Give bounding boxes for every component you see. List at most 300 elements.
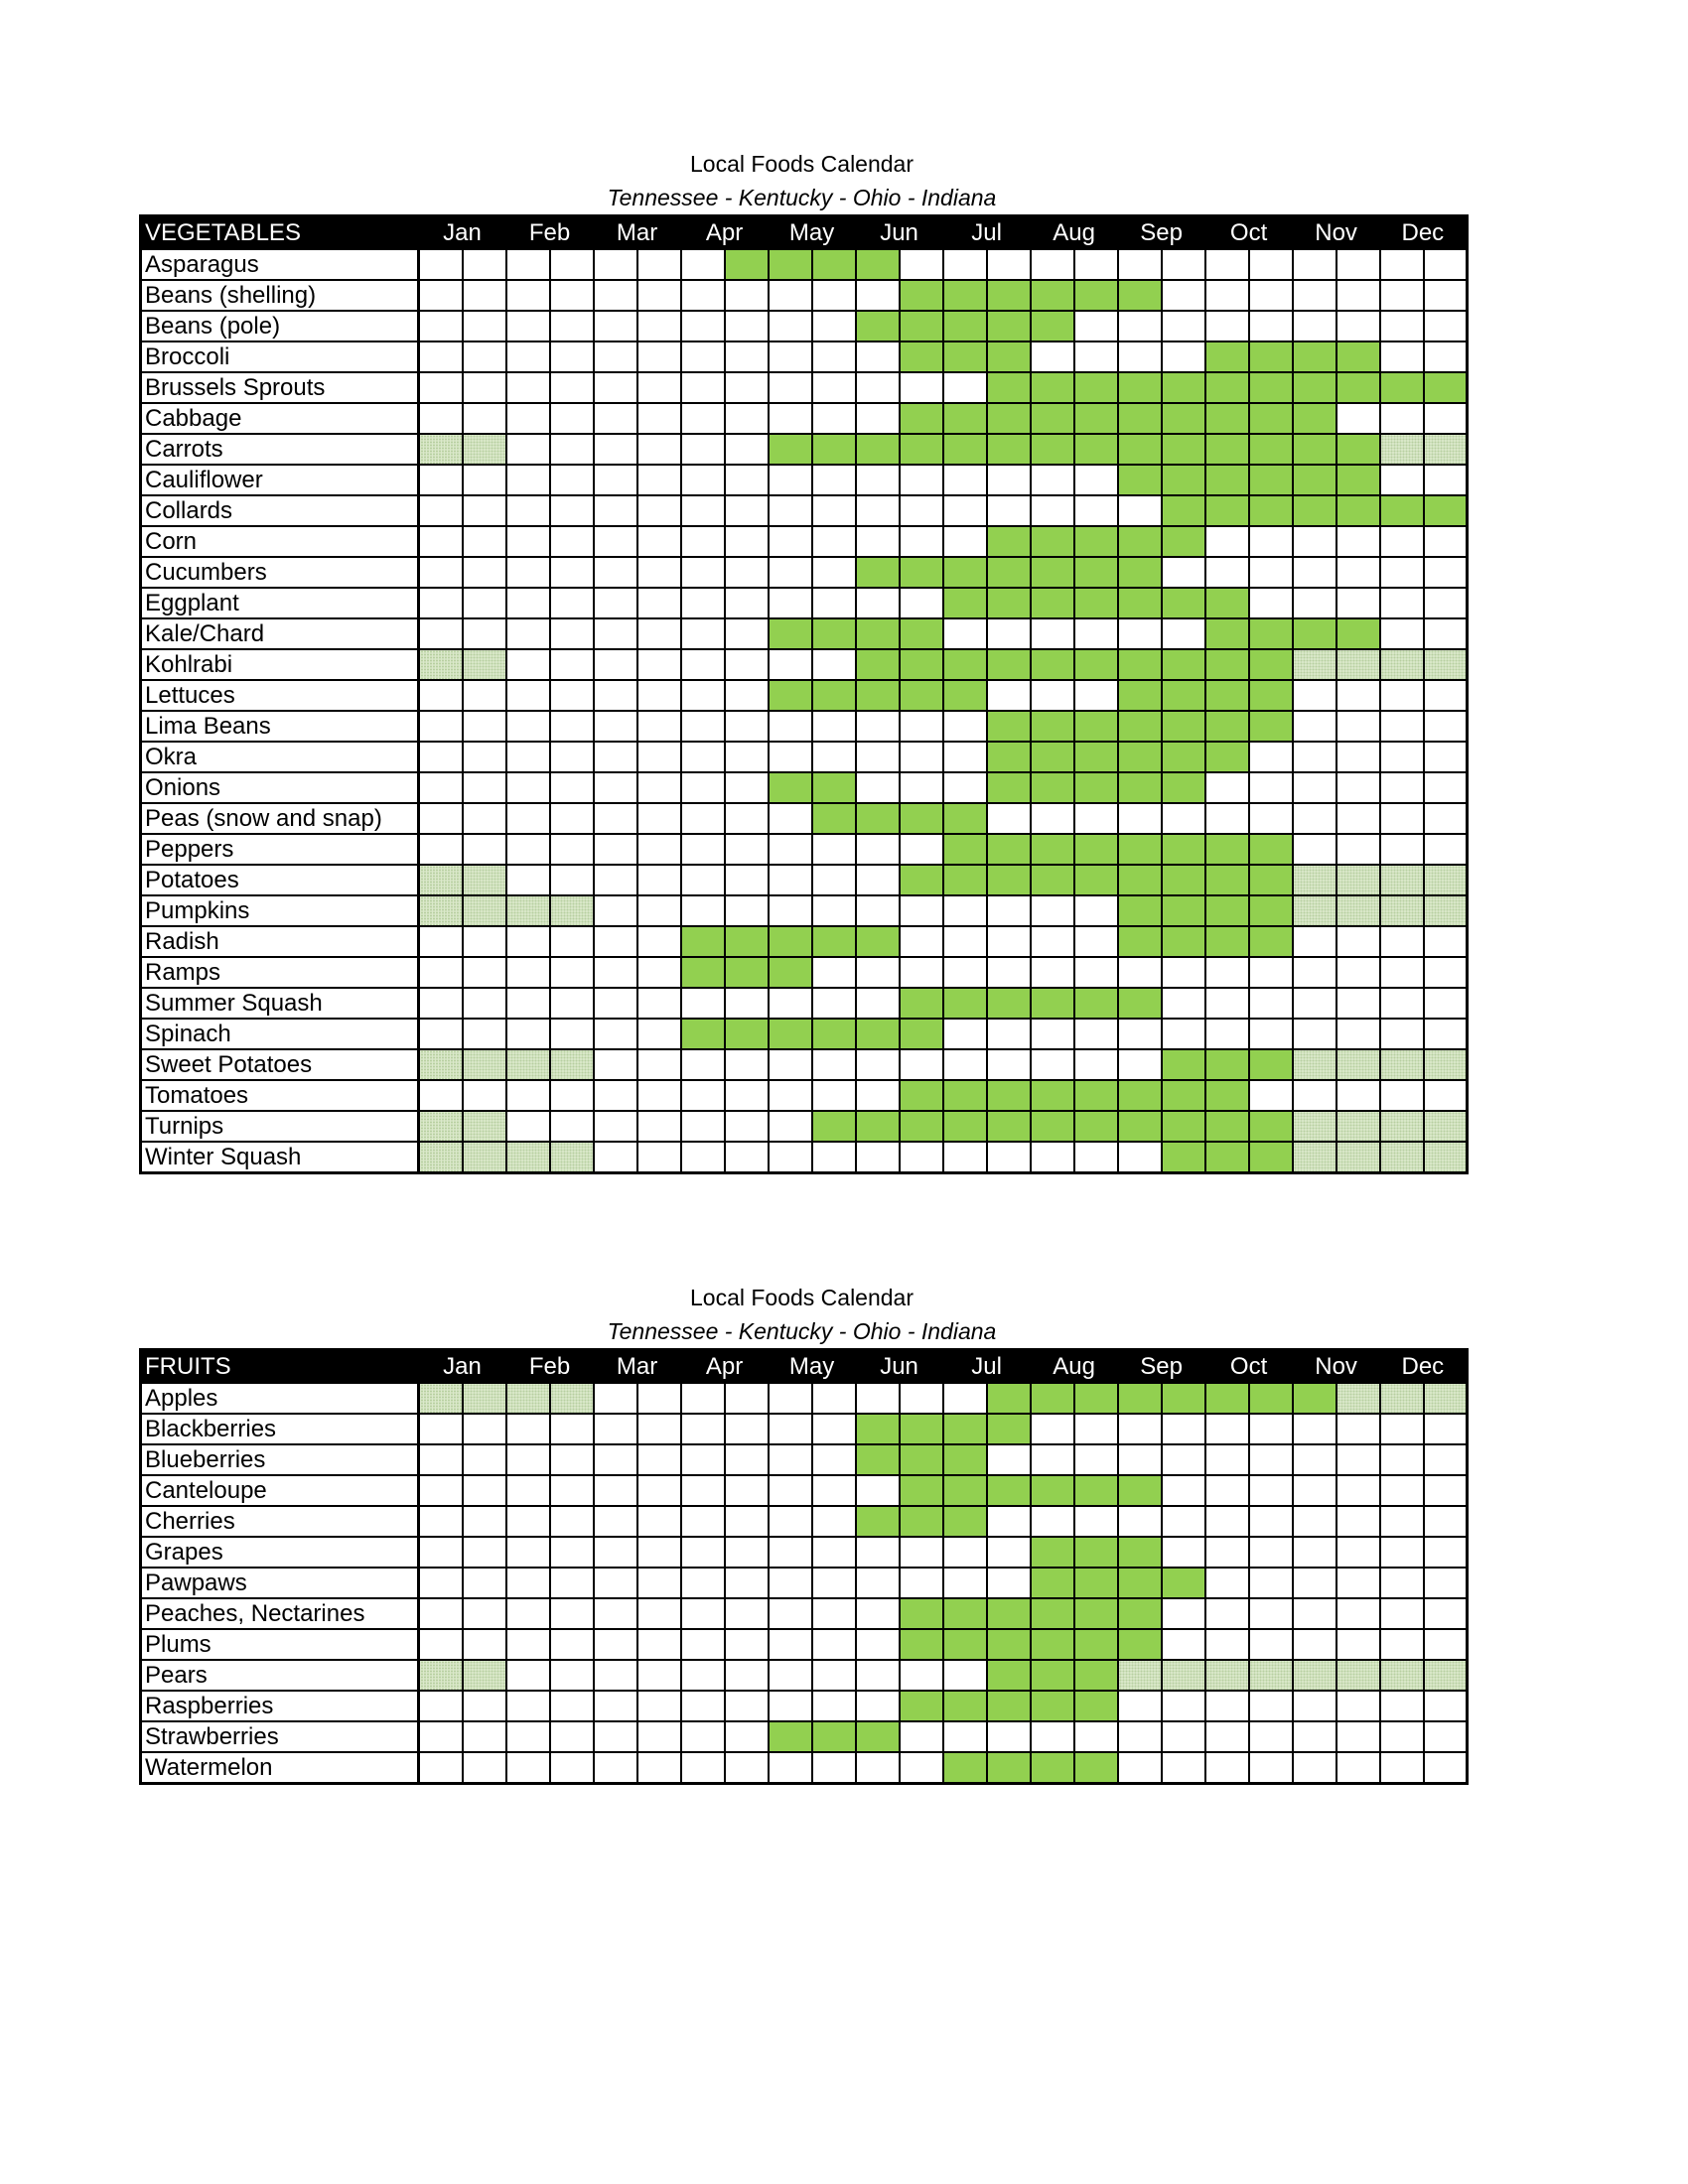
season-cell-empty [1118, 618, 1162, 649]
season-cell-in-season [812, 926, 856, 957]
season-cell-empty [900, 526, 943, 557]
season-cell-storage [1380, 434, 1424, 465]
season-cell-storage [1424, 865, 1468, 895]
season-cell-empty [1118, 495, 1162, 526]
season-cell-storage [1336, 895, 1380, 926]
season-cell-empty [1336, 803, 1380, 834]
season-cell-empty [856, 1475, 900, 1506]
season-cell-empty [856, 341, 900, 372]
season-cell-in-season [1205, 680, 1249, 711]
season-cell-empty [1162, 1444, 1205, 1475]
season-cell-empty [856, 1660, 900, 1691]
season-cell-empty [463, 1568, 506, 1598]
season-cell-empty [419, 926, 463, 957]
season-cell-empty [812, 1568, 856, 1598]
season-cell-in-season [1205, 1142, 1249, 1173]
item-name: Kohlrabi [141, 649, 419, 680]
season-cell-empty [1293, 680, 1336, 711]
season-cell-empty [419, 1475, 463, 1506]
season-cell-in-season [681, 1019, 725, 1049]
season-cell-empty [463, 1691, 506, 1721]
season-cell-empty [681, 1752, 725, 1784]
season-cell-empty [419, 680, 463, 711]
season-cell-empty [1424, 926, 1468, 957]
season-cell-empty [1380, 1568, 1424, 1598]
season-cell-empty [1249, 1019, 1293, 1049]
season-cell-empty [1249, 772, 1293, 803]
season-cell-in-season [856, 1721, 900, 1752]
month-header-sep: Sep [1118, 216, 1205, 250]
season-cell-in-season [812, 249, 856, 280]
season-cell-in-season [943, 1111, 987, 1142]
calendar-subtitle: Tennessee - Kentucky - Ohio - Indiana [607, 1318, 997, 1344]
season-cell-in-season [987, 1660, 1031, 1691]
season-cell-empty [550, 618, 594, 649]
season-cell-empty [506, 742, 550, 772]
season-cell-empty [987, 1444, 1031, 1475]
season-cell-empty [681, 526, 725, 557]
season-cell-in-season [1074, 1752, 1118, 1784]
season-cell-in-season [1118, 588, 1162, 618]
season-cell-empty [1293, 588, 1336, 618]
season-cell-empty [943, 742, 987, 772]
season-cell-empty [550, 403, 594, 434]
season-cell-storage [1424, 1111, 1468, 1142]
table-header-row [141, 216, 1468, 250]
month-header-nov: Nov [1293, 1350, 1380, 1384]
season-cell-empty [550, 742, 594, 772]
season-cell-storage [463, 649, 506, 680]
season-cell-empty [594, 1383, 637, 1414]
season-cell-empty [1336, 311, 1380, 341]
item-name: Eggplant [141, 588, 419, 618]
item-name: Radish [141, 926, 419, 957]
season-cell-empty [463, 495, 506, 526]
season-cell-empty [681, 1660, 725, 1691]
season-cell-empty [681, 465, 725, 495]
season-cell-empty [681, 834, 725, 865]
season-cell-empty [769, 1142, 812, 1173]
season-cell-empty [463, 1414, 506, 1444]
season-cell-in-season [1118, 988, 1162, 1019]
season-cell-in-season [856, 1019, 900, 1049]
table-row [141, 434, 1468, 465]
season-cell-in-season [1249, 341, 1293, 372]
season-cell-empty [1118, 1691, 1162, 1721]
season-cell-empty [725, 434, 769, 465]
season-cell-in-season [1205, 465, 1249, 495]
item-name: Peppers [141, 834, 419, 865]
month-header-jan: Jan [419, 1350, 506, 1384]
season-cell-empty [681, 1568, 725, 1598]
season-cell-empty [550, 988, 594, 1019]
season-cell-empty [856, 1383, 900, 1414]
season-cell-empty [506, 249, 550, 280]
season-cell-in-season [1031, 772, 1074, 803]
item-name: Lettuces [141, 680, 419, 711]
season-cell-storage [506, 1049, 550, 1080]
season-cell-empty [637, 1660, 681, 1691]
season-cell-empty [637, 588, 681, 618]
season-cell-empty [1424, 834, 1468, 865]
season-cell-empty [594, 1598, 637, 1629]
season-cell-empty [943, 926, 987, 957]
season-cell-empty [769, 495, 812, 526]
table-row [141, 957, 1468, 988]
season-cell-empty [725, 742, 769, 772]
season-cell-empty [681, 1598, 725, 1629]
season-cell-empty [637, 834, 681, 865]
season-cell-empty [637, 311, 681, 341]
season-cell-empty [1293, 1598, 1336, 1629]
season-cell-empty [1205, 957, 1249, 988]
season-cell-empty [594, 1080, 637, 1111]
season-cell-in-season [1118, 526, 1162, 557]
season-cell-empty [1162, 957, 1205, 988]
season-cell-in-season [900, 618, 943, 649]
season-cell-in-season [943, 649, 987, 680]
season-cell-empty [463, 1506, 506, 1537]
season-cell-empty [769, 372, 812, 403]
season-cell-storage [550, 1049, 594, 1080]
season-cell-empty [1293, 1537, 1336, 1568]
season-cell-in-season [1074, 1537, 1118, 1568]
season-cell-empty [769, 1383, 812, 1414]
season-cell-empty [1336, 680, 1380, 711]
season-cell-empty [1293, 1475, 1336, 1506]
season-cell-empty [1424, 803, 1468, 834]
season-cell-empty [506, 1475, 550, 1506]
season-cell-empty [1118, 1506, 1162, 1537]
season-cell-in-season [900, 557, 943, 588]
season-cell-empty [463, 1444, 506, 1475]
season-cell-empty [1293, 1721, 1336, 1752]
season-cell-empty [1249, 1475, 1293, 1506]
season-cell-empty [550, 803, 594, 834]
season-cell-empty [419, 1537, 463, 1568]
season-cell-in-season [1031, 526, 1074, 557]
season-cell-empty [594, 1721, 637, 1752]
season-cell-empty [594, 834, 637, 865]
season-cell-empty [1118, 249, 1162, 280]
season-cell-in-season [1118, 865, 1162, 895]
season-cell-empty [550, 465, 594, 495]
season-cell-in-season [1031, 742, 1074, 772]
season-cell-empty [506, 1721, 550, 1752]
month-header-oct: Oct [1205, 216, 1293, 250]
season-cell-empty [637, 1537, 681, 1568]
season-cell-empty [594, 588, 637, 618]
season-cell-empty [812, 1537, 856, 1568]
season-cell-empty [506, 1506, 550, 1537]
season-cell-in-season [1118, 557, 1162, 588]
season-cell-empty [1293, 834, 1336, 865]
season-cell-empty [637, 372, 681, 403]
season-cell-in-season [943, 588, 987, 618]
season-cell-empty [506, 926, 550, 957]
season-cell-empty [594, 341, 637, 372]
vegetables-table [139, 214, 1469, 1174]
season-cell-empty [769, 649, 812, 680]
season-cell-in-season [987, 772, 1031, 803]
table-row [141, 557, 1468, 588]
season-cell-empty [506, 865, 550, 895]
season-cell-in-season [1205, 895, 1249, 926]
item-name: Watermelon [141, 1752, 419, 1784]
season-cell-empty [594, 618, 637, 649]
season-cell-in-season [1074, 588, 1118, 618]
season-cell-empty [1380, 1752, 1424, 1784]
season-cell-in-season [900, 434, 943, 465]
season-cell-storage [506, 1142, 550, 1173]
season-cell-in-season [1336, 372, 1380, 403]
season-cell-in-season [1031, 1598, 1074, 1629]
table-header-row [141, 1350, 1468, 1384]
season-cell-empty [594, 311, 637, 341]
season-cell-storage [1336, 1383, 1380, 1414]
season-cell-empty [1293, 1691, 1336, 1721]
season-cell-empty [856, 1080, 900, 1111]
season-cell-in-season [1249, 1142, 1293, 1173]
season-cell-empty [1336, 772, 1380, 803]
season-cell-empty [1074, 1414, 1118, 1444]
season-cell-in-season [1162, 1142, 1205, 1173]
season-cell-empty [637, 1506, 681, 1537]
season-cell-in-season [725, 926, 769, 957]
season-cell-empty [812, 1629, 856, 1660]
season-cell-in-season [769, 772, 812, 803]
season-cell-empty [725, 988, 769, 1019]
season-cell-in-season [943, 1629, 987, 1660]
season-cell-empty [681, 618, 725, 649]
season-cell-empty [812, 834, 856, 865]
season-cell-in-season [1074, 1080, 1118, 1111]
season-cell-empty [1162, 311, 1205, 341]
season-cell-empty [550, 1721, 594, 1752]
season-cell-empty [725, 588, 769, 618]
season-cell-in-season [1118, 649, 1162, 680]
season-cell-in-season [900, 1506, 943, 1537]
season-cell-empty [594, 403, 637, 434]
season-cell-empty [1205, 311, 1249, 341]
season-cell-empty [506, 1629, 550, 1660]
season-cell-empty [725, 1752, 769, 1784]
season-cell-empty [1293, 772, 1336, 803]
season-cell-empty [419, 957, 463, 988]
season-cell-empty [812, 526, 856, 557]
season-cell-empty [812, 1383, 856, 1414]
season-cell-empty [900, 1537, 943, 1568]
season-cell-empty [725, 1080, 769, 1111]
season-cell-in-season [856, 557, 900, 588]
season-cell-empty [812, 1506, 856, 1537]
season-cell-empty [943, 1537, 987, 1568]
season-cell-empty [1380, 834, 1424, 865]
season-cell-in-season [1380, 372, 1424, 403]
season-cell-empty [769, 1752, 812, 1784]
item-name: Lima Beans [141, 711, 419, 742]
table-row [141, 1598, 1468, 1629]
season-cell-empty [769, 1414, 812, 1444]
season-cell-empty [1118, 1752, 1162, 1784]
season-cell-empty [594, 1537, 637, 1568]
season-cell-empty [681, 865, 725, 895]
season-cell-empty [1162, 1721, 1205, 1752]
season-cell-in-season [900, 1475, 943, 1506]
season-cell-in-season [1031, 1629, 1074, 1660]
season-cell-in-season [900, 1080, 943, 1111]
season-cell-empty [900, 1752, 943, 1784]
season-cell-empty [594, 1444, 637, 1475]
season-cell-storage [1293, 865, 1336, 895]
season-cell-storage [419, 1142, 463, 1173]
season-cell-empty [1031, 803, 1074, 834]
season-cell-in-season [943, 1414, 987, 1444]
season-cell-in-season [1074, 280, 1118, 311]
season-cell-empty [637, 742, 681, 772]
item-name: Summer Squash [141, 988, 419, 1019]
season-cell-in-season [1336, 618, 1380, 649]
season-cell-empty [1162, 1537, 1205, 1568]
season-cell-empty [1380, 1506, 1424, 1537]
season-cell-in-season [725, 1019, 769, 1049]
season-cell-empty [1293, 1506, 1336, 1537]
season-cell-empty [812, 311, 856, 341]
season-cell-empty [1424, 403, 1468, 434]
season-cell-empty [1249, 957, 1293, 988]
item-name: Pawpaws [141, 1568, 419, 1598]
season-cell-empty [1249, 1414, 1293, 1444]
season-cell-empty [900, 1721, 943, 1752]
season-cell-empty [987, 803, 1031, 834]
season-cell-empty [856, 495, 900, 526]
season-cell-storage [463, 1142, 506, 1173]
season-cell-empty [769, 803, 812, 834]
season-cell-storage [1162, 1660, 1205, 1691]
season-cell-empty [1249, 1444, 1293, 1475]
season-cell-empty [769, 1660, 812, 1691]
season-cell-in-season [1249, 403, 1293, 434]
season-cell-empty [987, 249, 1031, 280]
season-cell-empty [550, 1475, 594, 1506]
season-cell-in-season [1074, 711, 1118, 742]
season-cell-in-season [1118, 1568, 1162, 1598]
season-cell-empty [1293, 557, 1336, 588]
item-name: Spinach [141, 1019, 419, 1049]
season-cell-empty [812, 1598, 856, 1629]
item-name: Beans (shelling) [141, 280, 419, 311]
season-cell-empty [550, 649, 594, 680]
season-cell-empty [1249, 526, 1293, 557]
season-cell-storage [419, 1111, 463, 1142]
season-cell-empty [1380, 926, 1424, 957]
season-cell-empty [419, 1752, 463, 1784]
season-cell-empty [463, 1752, 506, 1784]
season-cell-empty [419, 742, 463, 772]
season-cell-empty [463, 280, 506, 311]
season-cell-in-season [1249, 465, 1293, 495]
season-cell-empty [987, 1721, 1031, 1752]
season-cell-in-season [943, 280, 987, 311]
season-cell-in-season [1336, 495, 1380, 526]
season-cell-empty [1074, 1019, 1118, 1049]
season-cell-in-season [1031, 311, 1074, 341]
season-cell-empty [681, 341, 725, 372]
item-name: Potatoes [141, 865, 419, 895]
season-cell-empty [1380, 557, 1424, 588]
table-row [141, 895, 1468, 926]
season-cell-empty [1380, 1019, 1424, 1049]
season-cell-storage [419, 865, 463, 895]
season-cell-in-season [1205, 1080, 1249, 1111]
season-cell-empty [725, 1568, 769, 1598]
season-cell-in-season [1118, 742, 1162, 772]
season-cell-in-season [1205, 834, 1249, 865]
season-cell-in-season [1118, 1383, 1162, 1414]
season-cell-empty [681, 588, 725, 618]
season-cell-in-season [725, 957, 769, 988]
season-cell-in-season [1293, 1383, 1336, 1414]
season-cell-storage [1380, 1142, 1424, 1173]
season-cell-in-season [812, 434, 856, 465]
season-cell-empty [769, 1111, 812, 1142]
season-cell-empty [1380, 403, 1424, 434]
season-cell-storage [1249, 1660, 1293, 1691]
season-cell-empty [463, 526, 506, 557]
season-cell-empty [943, 1568, 987, 1598]
season-cell-in-season [1162, 680, 1205, 711]
season-cell-empty [987, 680, 1031, 711]
season-cell-empty [1380, 1537, 1424, 1568]
season-cell-in-season [681, 926, 725, 957]
season-cell-empty [1424, 957, 1468, 988]
season-cell-empty [1249, 988, 1293, 1019]
season-cell-empty [419, 772, 463, 803]
season-cell-in-season [1031, 834, 1074, 865]
table-row [141, 495, 1468, 526]
season-cell-empty [594, 1691, 637, 1721]
season-cell-empty [419, 711, 463, 742]
season-cell-storage [506, 895, 550, 926]
item-name: Strawberries [141, 1721, 419, 1752]
season-cell-empty [681, 495, 725, 526]
season-cell-in-season [769, 680, 812, 711]
season-cell-empty [987, 926, 1031, 957]
season-cell-empty [1162, 1691, 1205, 1721]
season-cell-empty [1162, 1752, 1205, 1784]
season-cell-empty [594, 1475, 637, 1506]
item-name: Cherries [141, 1506, 419, 1537]
season-cell-empty [419, 341, 463, 372]
season-cell-empty [812, 403, 856, 434]
season-cell-empty [1031, 1019, 1074, 1049]
season-cell-in-season [812, 1019, 856, 1049]
table-row [141, 588, 1468, 618]
season-cell-empty [1336, 1080, 1380, 1111]
item-name: Collards [141, 495, 419, 526]
season-cell-in-season [1162, 1568, 1205, 1598]
season-cell-empty [463, 1080, 506, 1111]
season-cell-in-season [1162, 1080, 1205, 1111]
season-cell-in-season [900, 311, 943, 341]
season-cell-empty [1249, 280, 1293, 311]
season-cell-in-season [987, 1691, 1031, 1721]
season-cell-empty [1424, 988, 1468, 1019]
season-cell-empty [1293, 1414, 1336, 1444]
season-cell-empty [463, 557, 506, 588]
season-cell-empty [506, 526, 550, 557]
season-cell-empty [1424, 1752, 1468, 1784]
